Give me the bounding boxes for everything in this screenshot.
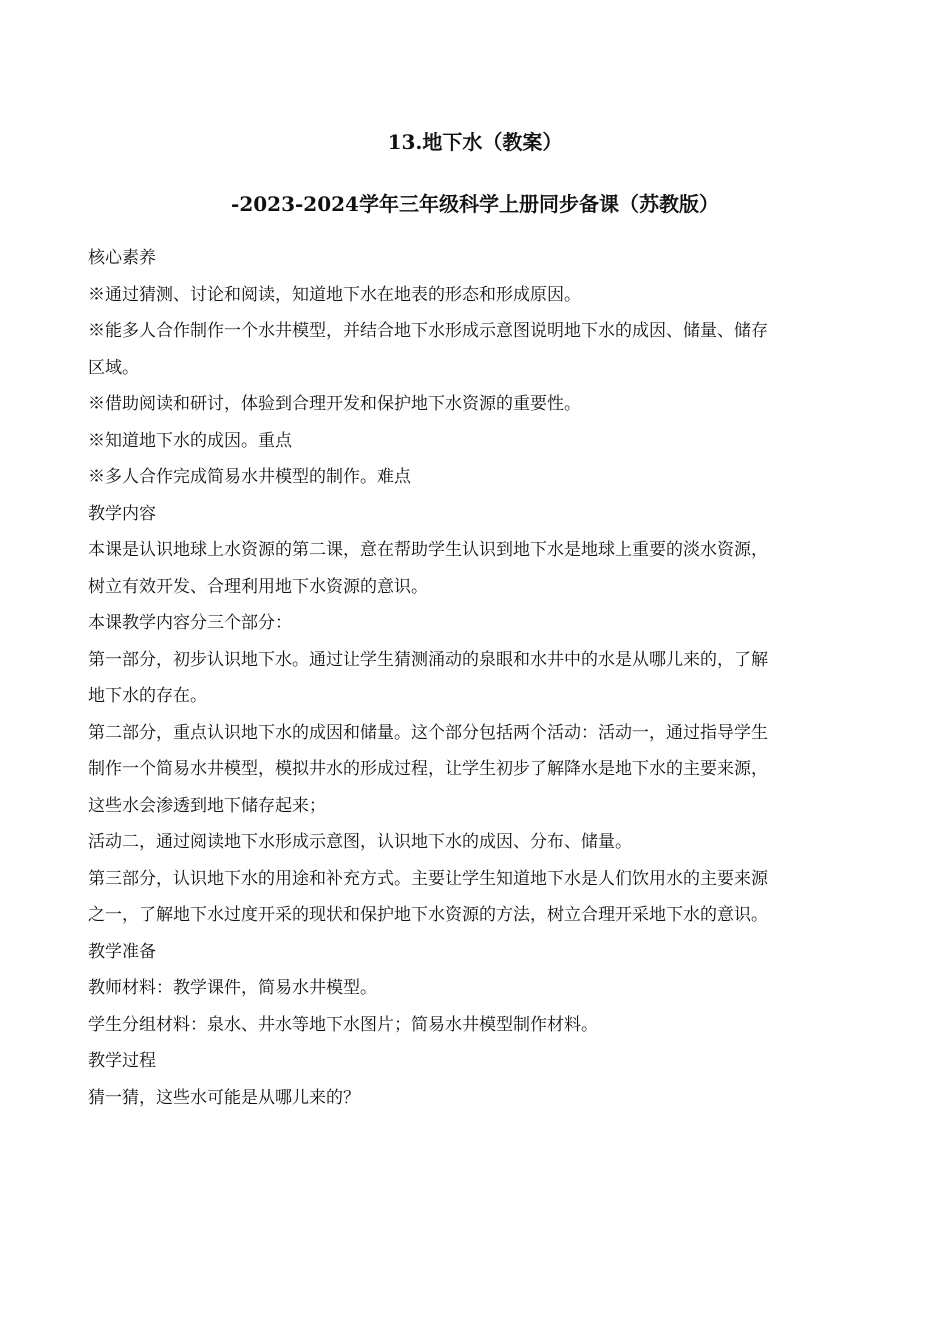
text-line: 这些水会渗透到地下储存起来； — [88, 795, 326, 816]
document-body — [88, 240, 858, 1116]
text-line: 本课是认识地球上水资源的第二课，意在帮助学生认识到地下水是地球上重要的淡水资源， — [88, 540, 768, 560]
text-line: 教师材料：教学课件，简易水井模型。 — [88, 978, 377, 998]
text-line: ※多人合作完成简易水井模型的制作。难点 — [88, 467, 411, 487]
text-line: ※能多人合作制作一个水井模型，并结合地下水形成示意图说明地下水的成因、储量、储存 — [88, 321, 768, 341]
text-line: 第二部分，重点认识地下水的成因和储量。这个部分包括两个活动：活动一，通过指导学生 — [88, 722, 768, 743]
section-heading-core-literacy: 核心素养 — [88, 248, 156, 268]
section-heading-teaching-content: 教学内容 — [88, 503, 156, 524]
text-line: 学生分组材料：泉水、井水等地下水图片；简易水井模型制作材料。 — [88, 1014, 598, 1035]
section-heading-teaching-process: 教学过程 — [88, 1051, 156, 1071]
document-title: 13.地下水（教案） — [387, 130, 563, 154]
text-line: 第一部分，初步认识地下水。通过让学生猜测涌动的泉眼和水井中的水是从哪儿来的，了解 — [88, 649, 768, 670]
text-line: 活动二，通过阅读地下水形成示意图，认识地下水的成因、分布、储量。 — [88, 832, 632, 852]
text-line: 地下水的存在。 — [88, 686, 207, 706]
text-line: 树立有效开发、合理利用地下水资源的意识。 — [88, 576, 428, 597]
text-line: 之一，了解地下水过度开采的现状和保护地下水资源的方法，树立合理开采地下水的意识。 — [88, 905, 768, 925]
document-subtitle: -2023-2024学年三年级科学上册同步备课（苏教版） — [231, 192, 719, 216]
text-line: 第三部分，认识地下水的用途和补充方式。主要让学生知道地下水是人们饮用水的主要来源 — [88, 868, 768, 889]
text-line: 制作一个简易水井模型，模拟井水的形成过程，让学生初步了解降水是地下水的主要来源， — [88, 759, 768, 779]
text-line: ※借助阅读和研讨，体验到合理开发和保护地下水资源的重要性。 — [88, 394, 581, 414]
text-line: ※通过猜测、讨论和阅读，知道地下水在地表的形态和形成原因。 — [88, 284, 581, 305]
text-line: 本课教学内容分三个部分： — [88, 613, 292, 633]
text-line: 猜一猜，这些水可能是从哪儿来的？ — [88, 1087, 360, 1108]
text-line: 区域。 — [88, 357, 139, 378]
section-heading-teaching-preparation: 教学准备 — [88, 941, 156, 962]
text-line: ※知道地下水的成因。重点 — [88, 430, 292, 451]
